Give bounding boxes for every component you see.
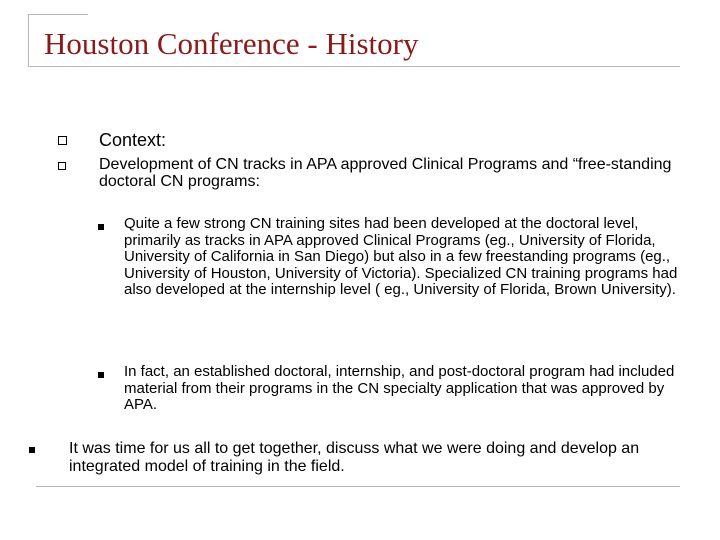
square-bullet-icon bbox=[29, 447, 35, 453]
slide-title: Houston Conference - History bbox=[44, 26, 419, 61]
footer-rule bbox=[36, 486, 680, 487]
square-bullet-icon bbox=[98, 224, 104, 230]
context-bullet-text: Context: bbox=[99, 130, 167, 150]
title-underline bbox=[28, 66, 680, 67]
sub-bullet-program-text: In fact, an established doctoral, internship, and post-doctoral program had included material from their programs in the CN specialty application that was approved by APA. bbox=[124, 363, 675, 413]
conclusion-bullet-text: It was time for us all to get together, discuss what we were doing and develop an integrated model of training in the field. bbox=[69, 440, 640, 475]
title-corner-vertical-rule bbox=[28, 14, 29, 66]
hollow-square-bullet-icon bbox=[58, 136, 67, 145]
title-corner-horizontal-rule bbox=[28, 14, 88, 15]
hollow-square-bullet-icon bbox=[58, 162, 66, 170]
sub-bullet-sites-text: Quite a few strong CN training sites had been developed at the doctoral level, primarily as tracks in APA approved Clinical Programs (eg., University of Florida, University of California in San Diego) but also in a few freestanding programs (eg., University of Houston, University of Victoria). Specialized CN training programs had also developed at the internship level ( eg., University of Florida, Brown University). bbox=[124, 215, 678, 298]
square-bullet-icon bbox=[98, 372, 104, 378]
development-bullet-text: Development of CN tracks in APA approved Clinical Programs and “free-standing doctoral CN programs: bbox=[99, 156, 672, 190]
